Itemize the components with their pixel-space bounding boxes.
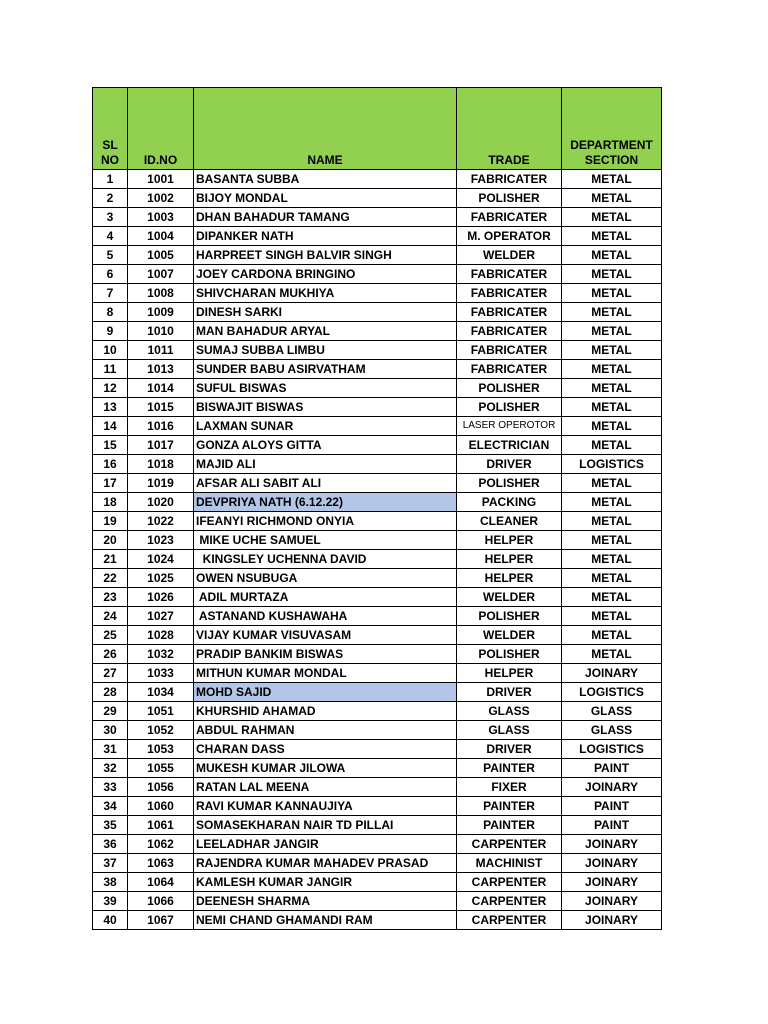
cell-trade[interactable]: MACHINIST	[457, 854, 562, 873]
table-row	[93, 588, 662, 607]
table-row	[93, 398, 662, 417]
cell-trade[interactable]: CLEANER	[457, 512, 562, 531]
cell-id-no[interactable]: 1019	[128, 474, 194, 493]
cell-name[interactable]: RATAN LAL MEENA	[194, 778, 457, 797]
cell-id-no[interactable]: 1023	[128, 531, 194, 550]
cell-department[interactable]: METAL	[562, 246, 662, 265]
cell-department[interactable]: PAINT	[562, 797, 662, 816]
cell-name[interactable]: SOMASEKHARAN NAIR TD PILLAI	[194, 816, 457, 835]
cell-name[interactable]: VIJAY KUMAR VISUVASAM	[194, 626, 457, 645]
table-row	[93, 246, 662, 265]
cell-trade[interactable]: PAINTER	[457, 797, 562, 816]
cell-department[interactable]: METAL	[562, 303, 662, 322]
cell-name[interactable]: BIJOY MONDAL	[194, 189, 457, 208]
cell-name[interactable]: JOEY CARDONA BRINGINO	[194, 265, 457, 284]
cell-name[interactable]: BISWAJIT BISWAS	[194, 398, 457, 417]
cell-department[interactable]: JOINARY	[562, 873, 662, 892]
cell-id-no[interactable]: 1022	[128, 512, 194, 531]
table-row	[93, 455, 662, 474]
table-row	[93, 474, 662, 493]
cell-name[interactable]: SUFUL BISWAS	[194, 379, 457, 398]
cell-sl-no[interactable]: 21	[93, 550, 128, 569]
cell-id-no[interactable]: 1034	[128, 683, 194, 702]
cell-department[interactable]: METAL	[562, 398, 662, 417]
cell-sl-no[interactable]: 9	[93, 322, 128, 341]
cell-department[interactable]: JOINARY	[562, 892, 662, 911]
cell-department[interactable]: METAL	[562, 569, 662, 588]
cell-name[interactable]: MITHUN KUMAR MONDAL	[194, 664, 457, 683]
cell-name[interactable]: LAXMAN SUNAR	[194, 417, 457, 436]
cell-sl-no[interactable]: 15	[93, 436, 128, 455]
header-name[interactable]	[194, 88, 457, 170]
header-row	[93, 88, 662, 170]
table-row	[93, 569, 662, 588]
cell-id-no[interactable]: 1020	[128, 493, 194, 512]
cell-department[interactable]: METAL	[562, 531, 662, 550]
table-row	[93, 208, 662, 227]
cell-trade[interactable]: HELPER	[457, 569, 562, 588]
cell-department[interactable]: METAL	[562, 645, 662, 664]
cell-department[interactable]: METAL	[562, 189, 662, 208]
cell-id-no[interactable]: 1063	[128, 854, 194, 873]
employee-sheet	[92, 87, 661, 930]
cell-trade[interactable]: CARPENTER	[457, 873, 562, 892]
cell-id-no[interactable]: 1013	[128, 360, 194, 379]
cell-id-no[interactable]: 1003	[128, 208, 194, 227]
table-row	[93, 303, 662, 322]
cell-trade[interactable]: POLISHER	[457, 474, 562, 493]
cell-name[interactable]: DEENESH SHARMA	[194, 892, 457, 911]
cell-sl-no[interactable]: 32	[93, 759, 128, 778]
cell-id-no[interactable]: 1028	[128, 626, 194, 645]
cell-department[interactable]: JOINARY	[562, 664, 662, 683]
table-row	[93, 322, 662, 341]
table-body	[93, 170, 662, 930]
cell-id-no[interactable]: 1032	[128, 645, 194, 664]
table-row	[93, 341, 662, 360]
cell-name[interactable]: NEMI CHAND GHAMANDI RAM	[194, 911, 457, 930]
cell-trade[interactable]: FABRICATER	[457, 303, 562, 322]
cell-trade[interactable]: CARPENTER	[457, 835, 562, 854]
cell-department[interactable]: JOINARY	[562, 911, 662, 930]
cell-trade[interactable]: FABRICATER	[457, 360, 562, 379]
cell-department[interactable]: METAL	[562, 512, 662, 531]
cell-department[interactable]: METAL	[562, 474, 662, 493]
cell-sl-no[interactable]: 5	[93, 246, 128, 265]
cell-name[interactable]: IFEANYI RICHMOND ONYIA	[194, 512, 457, 531]
cell-department[interactable]: JOINARY	[562, 854, 662, 873]
cell-id-no[interactable]: 1061	[128, 816, 194, 835]
cell-name[interactable]: MUKESH KUMAR JILOWA	[194, 759, 457, 778]
cell-trade[interactable]: HELPER	[457, 664, 562, 683]
cell-id-no[interactable]: 1004	[128, 227, 194, 246]
cell-name[interactable]: SHIVCHARAN MUKHIYA	[194, 284, 457, 303]
cell-sl-no[interactable]: 34	[93, 797, 128, 816]
cell-id-no[interactable]: 1025	[128, 569, 194, 588]
cell-name[interactable]: MAJID ALI	[194, 455, 457, 474]
header-trade-label: TRADE	[488, 153, 530, 167]
cell-name[interactable]: RAJENDRA KUMAR MAHADEV PRASAD	[194, 854, 457, 873]
cell-name[interactable]: DHAN BAHADUR TAMANG	[194, 208, 457, 227]
cell-trade[interactable]: WELDER	[457, 588, 562, 607]
cell-id-no[interactable]: 1016	[128, 417, 194, 436]
cell-trade[interactable]: POLISHER	[457, 189, 562, 208]
cell-department[interactable]: METAL	[562, 341, 662, 360]
cell-department[interactable]: LOGISTICS	[562, 740, 662, 759]
cell-sl-no[interactable]: 8	[93, 303, 128, 322]
cell-trade[interactable]: FABRICATER	[457, 170, 562, 189]
cell-id-no[interactable]: 1008	[128, 284, 194, 303]
cell-name[interactable]: MIKE UCHE SAMUEL	[194, 531, 457, 550]
table-row	[93, 265, 662, 284]
table-row	[93, 607, 662, 626]
cell-trade[interactable]: M. OPERATOR	[457, 227, 562, 246]
cell-id-no[interactable]: 1060	[128, 797, 194, 816]
cell-id-no[interactable]: 1007	[128, 265, 194, 284]
cell-department[interactable]: METAL	[562, 626, 662, 645]
cell-sl-no[interactable]: 17	[93, 474, 128, 493]
cell-sl-no[interactable]: 16	[93, 455, 128, 474]
cell-name[interactable]: ASTANAND KUSHAWAHA	[194, 607, 457, 626]
cell-sl-no[interactable]: 40	[93, 911, 128, 930]
cell-trade[interactable]: FABRICATER	[457, 284, 562, 303]
cell-department[interactable]: METAL	[562, 550, 662, 569]
cell-name[interactable]: DIPANKER NATH	[194, 227, 457, 246]
table-row	[93, 626, 662, 645]
cell-trade[interactable]: FABRICATER	[457, 265, 562, 284]
table-row	[93, 854, 662, 873]
cell-sl-no[interactable]: 35	[93, 816, 128, 835]
cell-department[interactable]: LOGISTICS	[562, 455, 662, 474]
table-row	[93, 645, 662, 664]
table-row	[93, 873, 662, 892]
cell-name[interactable]: LEELADHAR JANGIR	[194, 835, 457, 854]
cell-name[interactable]: KAMLESH KUMAR JANGIR	[194, 873, 457, 892]
cell-trade[interactable]: PAINTER	[457, 816, 562, 835]
cell-sl-no[interactable]: 29	[93, 702, 128, 721]
cell-sl-no[interactable]: 18	[93, 493, 128, 512]
cell-trade[interactable]: POLISHER	[457, 645, 562, 664]
cell-sl-no[interactable]: 38	[93, 873, 128, 892]
cell-department[interactable]: METAL	[562, 360, 662, 379]
table-row	[93, 379, 662, 398]
table-row	[93, 683, 662, 702]
table-row	[93, 759, 662, 778]
cell-department[interactable]: METAL	[562, 227, 662, 246]
table-row	[93, 436, 662, 455]
cell-department[interactable]: METAL	[562, 436, 662, 455]
cell-sl-no[interactable]: 19	[93, 512, 128, 531]
cell-department[interactable]: JOINARY	[562, 778, 662, 797]
cell-department[interactable]: METAL	[562, 265, 662, 284]
cell-trade[interactable]: CARPENTER	[457, 911, 562, 930]
cell-sl-no[interactable]: 22	[93, 569, 128, 588]
cell-sl-no[interactable]: 39	[93, 892, 128, 911]
cell-sl-no[interactable]: 33	[93, 778, 128, 797]
cell-sl-no[interactable]: 28	[93, 683, 128, 702]
cell-sl-no[interactable]: 23	[93, 588, 128, 607]
cell-name[interactable]: HARPREET SINGH BALVIR SINGH	[194, 246, 457, 265]
cell-sl-no[interactable]: 4	[93, 227, 128, 246]
header-name-label: NAME	[307, 153, 343, 167]
cell-department[interactable]: LOGISTICS	[562, 683, 662, 702]
cell-trade[interactable]: FABRICATER	[457, 341, 562, 360]
cell-trade[interactable]: CARPENTER	[457, 892, 562, 911]
cell-trade[interactable]: PAINTER	[457, 759, 562, 778]
cell-sl-no[interactable]: 27	[93, 664, 128, 683]
cell-id-no[interactable]: 1052	[128, 721, 194, 740]
table-row	[93, 360, 662, 379]
cell-sl-no[interactable]: 37	[93, 854, 128, 873]
table-row	[93, 835, 662, 854]
cell-name[interactable]: SUMAJ SUBBA LIMBU	[194, 341, 457, 360]
header-sl-no-label: SL NO	[101, 138, 119, 167]
cell-name[interactable]: MAN BAHADUR ARYAL	[194, 322, 457, 341]
cell-sl-no[interactable]: 14	[93, 417, 128, 436]
cell-sl-no[interactable]: 20	[93, 531, 128, 550]
cell-department[interactable]: GLASS	[562, 721, 662, 740]
cell-trade[interactable]: GLASS	[457, 721, 562, 740]
header-department-section-label: DEPARTMENT SECTION	[570, 138, 653, 167]
cell-name[interactable]: BASANTA SUBBA	[194, 170, 457, 189]
employee-table	[92, 87, 662, 930]
cell-department[interactable]: METAL	[562, 493, 662, 512]
cell-sl-no[interactable]: 3	[93, 208, 128, 227]
cell-department[interactable]: METAL	[562, 208, 662, 227]
cell-sl-no[interactable]: 24	[93, 607, 128, 626]
table-row	[93, 702, 662, 721]
cell-name[interactable]: DINESH SARKI	[194, 303, 457, 322]
header-trade[interactable]	[457, 88, 562, 170]
cell-sl-no[interactable]: 31	[93, 740, 128, 759]
cell-name[interactable]: SUNDER BABU ASIRVATHAM	[194, 360, 457, 379]
cell-sl-no[interactable]: 12	[93, 379, 128, 398]
cell-department[interactable]: METAL	[562, 588, 662, 607]
cell-trade[interactable]: POLISHER	[457, 398, 562, 417]
table-row	[93, 550, 662, 569]
table-row	[93, 721, 662, 740]
cell-id-no[interactable]: 1033	[128, 664, 194, 683]
cell-trade[interactable]: WELDER	[457, 626, 562, 645]
table-row	[93, 284, 662, 303]
cell-id-no[interactable]: 1017	[128, 436, 194, 455]
cell-name[interactable]: ADIL MURTAZA	[194, 588, 457, 607]
table-row	[93, 740, 662, 759]
table-row	[93, 911, 662, 930]
table-row	[93, 512, 662, 531]
cell-trade[interactable]: DRIVER	[457, 455, 562, 474]
cell-sl-no[interactable]: 36	[93, 835, 128, 854]
cell-sl-no[interactable]: 30	[93, 721, 128, 740]
cell-name[interactable]: DEVPRIYA NATH (6.12.22)	[194, 493, 457, 512]
cell-trade[interactable]: HELPER	[457, 531, 562, 550]
cell-department[interactable]: METAL	[562, 607, 662, 626]
cell-name[interactable]: RAVI KUMAR KANNAUJIYA	[194, 797, 457, 816]
table-row	[93, 531, 662, 550]
cell-name[interactable]: ABDUL RAHMAN	[194, 721, 457, 740]
cell-sl-no[interactable]: 2	[93, 189, 128, 208]
cell-department[interactable]: JOINARY	[562, 835, 662, 854]
table-row	[93, 816, 662, 835]
table-row	[93, 493, 662, 512]
header-id-no[interactable]	[128, 88, 194, 170]
cell-trade[interactable]: POLISHER	[457, 379, 562, 398]
cell-name[interactable]: GONZA ALOYS GITTA	[194, 436, 457, 455]
cell-id-no[interactable]: 1018	[128, 455, 194, 474]
cell-trade[interactable]: LASER OPEROTOR	[457, 417, 562, 436]
cell-id-no[interactable]: 1024	[128, 550, 194, 569]
table-row	[93, 189, 662, 208]
cell-sl-no[interactable]: 13	[93, 398, 128, 417]
cell-trade[interactable]: HELPER	[457, 550, 562, 569]
cell-sl-no[interactable]: 7	[93, 284, 128, 303]
cell-trade[interactable]: FIXER	[457, 778, 562, 797]
cell-id-no[interactable]: 1014	[128, 379, 194, 398]
cell-sl-no[interactable]: 26	[93, 645, 128, 664]
cell-department[interactable]: PAINT	[562, 816, 662, 835]
cell-trade[interactable]: PACKING	[457, 493, 562, 512]
table-row	[93, 227, 662, 246]
table-row	[93, 170, 662, 189]
table-row	[93, 797, 662, 816]
cell-id-no[interactable]: 1005	[128, 246, 194, 265]
cell-name[interactable]: KINGSLEY UCHENNA DAVID	[194, 550, 457, 569]
cell-id-no[interactable]: 1051	[128, 702, 194, 721]
header-sl-no[interactable]	[93, 88, 128, 170]
cell-name[interactable]: KHURSHID AHAMAD	[194, 702, 457, 721]
header-department-section[interactable]	[562, 88, 662, 170]
cell-sl-no[interactable]: 6	[93, 265, 128, 284]
header-id-no-label: ID.NO	[143, 153, 178, 167]
cell-id-no[interactable]: 1067	[128, 911, 194, 930]
cell-name[interactable]: OWEN NSUBUGA	[194, 569, 457, 588]
cell-name[interactable]: MOHD SAJID	[194, 683, 457, 702]
cell-department[interactable]: METAL	[562, 379, 662, 398]
table-row	[93, 892, 662, 911]
cell-sl-no[interactable]: 11	[93, 360, 128, 379]
cell-id-no[interactable]: 1010	[128, 322, 194, 341]
table-row	[93, 664, 662, 683]
cell-trade[interactable]: POLISHER	[457, 607, 562, 626]
cell-trade[interactable]: FABRICATER	[457, 322, 562, 341]
cell-name[interactable]: PRADIP BANKIM BISWAS	[194, 645, 457, 664]
cell-id-no[interactable]: 1002	[128, 189, 194, 208]
cell-id-no[interactable]: 1066	[128, 892, 194, 911]
cell-id-no[interactable]: 1056	[128, 778, 194, 797]
cell-id-no[interactable]: 1026	[128, 588, 194, 607]
cell-id-no[interactable]: 1011	[128, 341, 194, 360]
cell-name[interactable]: AFSAR ALI SABIT ALI	[194, 474, 457, 493]
cell-id-no[interactable]: 1064	[128, 873, 194, 892]
cell-id-no[interactable]: 1055	[128, 759, 194, 778]
cell-name[interactable]: CHARAN DASS	[194, 740, 457, 759]
cell-department[interactable]: METAL	[562, 322, 662, 341]
cell-department[interactable]: PAINT	[562, 759, 662, 778]
cell-department[interactable]: GLASS	[562, 702, 662, 721]
cell-sl-no[interactable]: 1	[93, 170, 128, 189]
cell-sl-no[interactable]: 25	[93, 626, 128, 645]
cell-trade[interactable]: DRIVER	[457, 683, 562, 702]
cell-department[interactable]: METAL	[562, 417, 662, 436]
cell-department[interactable]: METAL	[562, 284, 662, 303]
cell-id-no[interactable]: 1053	[128, 740, 194, 759]
cell-department[interactable]: METAL	[562, 170, 662, 189]
table-row	[93, 778, 662, 797]
cell-id-no[interactable]: 1001	[128, 170, 194, 189]
table-row	[93, 417, 662, 436]
cell-id-no[interactable]: 1027	[128, 607, 194, 626]
cell-trade[interactable]: ELECTRICIAN	[457, 436, 562, 455]
cell-id-no[interactable]: 1062	[128, 835, 194, 854]
cell-id-no[interactable]: 1015	[128, 398, 194, 417]
cell-id-no[interactable]: 1009	[128, 303, 194, 322]
cell-trade[interactable]: GLASS	[457, 702, 562, 721]
cell-sl-no[interactable]: 10	[93, 341, 128, 360]
cell-trade[interactable]: FABRICATER	[457, 208, 562, 227]
cell-trade[interactable]: WELDER	[457, 246, 562, 265]
cell-trade[interactable]: DRIVER	[457, 740, 562, 759]
